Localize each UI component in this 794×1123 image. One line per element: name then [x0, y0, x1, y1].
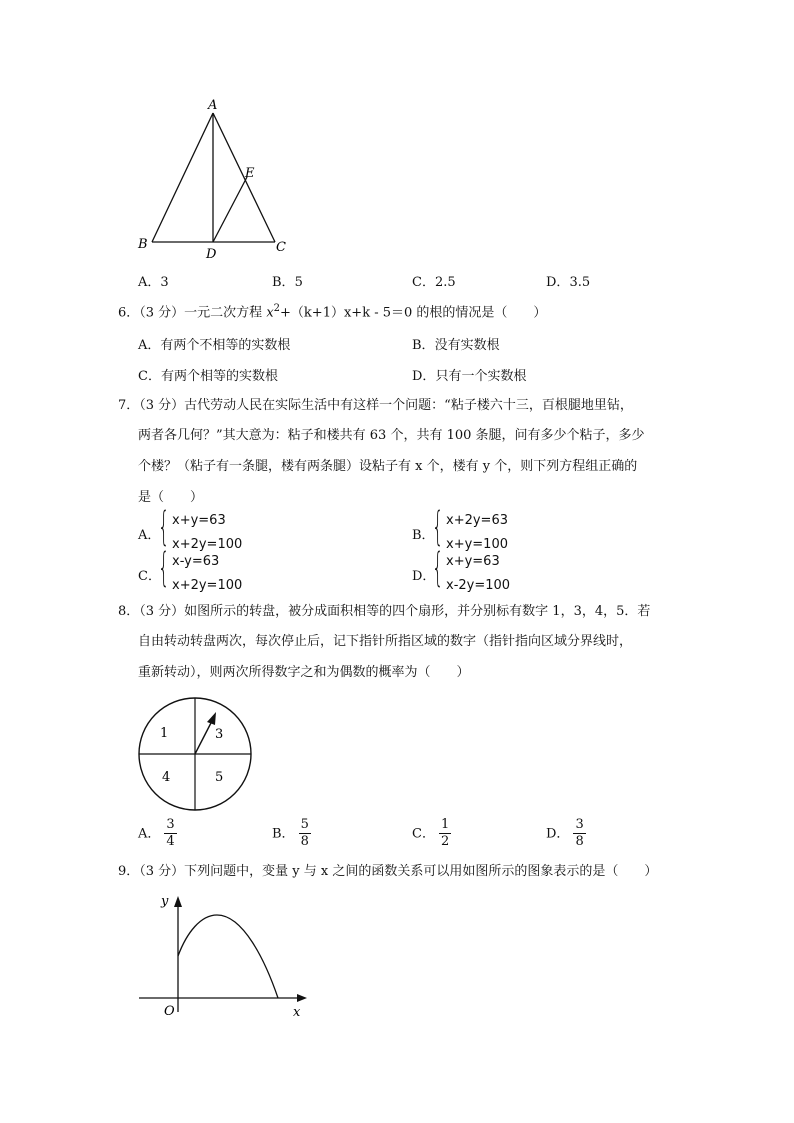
q8-stem-line2: 自由转动转盘两次，每次停止后，记下指针所指区域的数字（指针指向区域分界线时， [138, 634, 633, 649]
label-D: D [206, 247, 217, 262]
q8-stem-line3: 重新转动），则两次所得数字之和为偶数的概率为（ ） [138, 665, 470, 680]
label-A: A [208, 98, 218, 113]
y-axis-arrowhead [174, 896, 182, 907]
q7-option-c[interactable]: C． { x-y=63 x+2y=100 [138, 545, 243, 593]
q7-stem-line2: 两者各几何？”其大意为：粘子和楼共有 63 个，共有 100 条腿，问有多少个粘子，多少 [138, 428, 645, 443]
q7-stem-line3: 个楼？（粘子有一条腿，楼有两条腿）设粘子有 x 个，楼有 y 个，则下列方程组正确的 [138, 459, 638, 474]
spinner-pointer-arrowhead [207, 712, 216, 725]
segment-DE [213, 177, 247, 242]
segment-AC [213, 113, 275, 242]
spinner-label-4: 4 [162, 770, 171, 785]
triangle-figure [130, 95, 300, 265]
q6-option-c[interactable]: C．有两个相等的实数根 [138, 369, 278, 384]
q9-stem: 9．（3 分）下列问题中，变量 y 与 x 之间的函数关系可以用如图所示的图象表示的是（ ） [118, 864, 658, 879]
q7-stem-line1: 7．（3 分）古代劳动人民在实际生活中有这样一个问题：“粘子楼六十三，百根腿地里钻， [118, 398, 633, 413]
x-axis-arrowhead [297, 994, 307, 1002]
spinner-label-3: 3 [215, 727, 224, 742]
q8-option-b[interactable]: B． $\frac{5}{8}$ [272, 817, 309, 850]
q7-option-a[interactable]: A． { x+y=63 x+2y=100 [138, 504, 243, 552]
origin-label: O [164, 1004, 175, 1019]
q5-option-a[interactable]: A．3 [138, 275, 169, 290]
function-curve [178, 915, 278, 998]
q5-option-c[interactable]: C．2.5 [412, 275, 456, 290]
q7-stem-line4: 是（ ） [138, 490, 204, 505]
q5-option-d[interactable]: D．3.5 [546, 275, 591, 290]
q7-option-b[interactable]: B． { x+2y=63 x+y=100 [412, 504, 508, 552]
q6-option-d[interactable]: D．只有一个实数根 [412, 369, 527, 384]
q6-stem: 6．（3 分）一元二次方程 $x^2+(k+1)x+k - 5=0$ 的根的情况是（ ） [118, 303, 547, 321]
q8-option-d[interactable]: D． $\frac{3}{8}$ [546, 817, 584, 850]
function-graph [135, 890, 315, 1020]
segment-AB [152, 113, 213, 242]
x-axis-label: x [293, 1005, 301, 1020]
label-C: C [276, 240, 286, 255]
q6-option-b[interactable]: B．没有实数根 [412, 338, 500, 353]
spinner-label-1: 1 [160, 726, 169, 741]
spinner-figure [135, 695, 257, 813]
q5-option-b[interactable]: B．5 [272, 275, 303, 290]
spinner-label-5: 5 [215, 770, 224, 785]
label-E: E [245, 166, 255, 181]
q8-option-c[interactable]: C． $\frac{1}{2}$ [412, 817, 450, 850]
label-B: B [138, 237, 148, 252]
y-axis-label: y [161, 894, 169, 909]
q7-option-d[interactable]: D． { x+y=63 x-2y=100 [412, 545, 511, 593]
q8-stem-line1: 8．（3 分）如图所示的转盘，被分成面积相等的四个扇形，并分别标有数字 1，3，4，5．若 [118, 604, 651, 619]
spinner-pointer [195, 719, 213, 754]
q8-option-a[interactable]: A． $\frac{3}{4}$ [138, 817, 175, 850]
q6-option-a[interactable]: A．有两个不相等的实数根 [138, 338, 291, 353]
